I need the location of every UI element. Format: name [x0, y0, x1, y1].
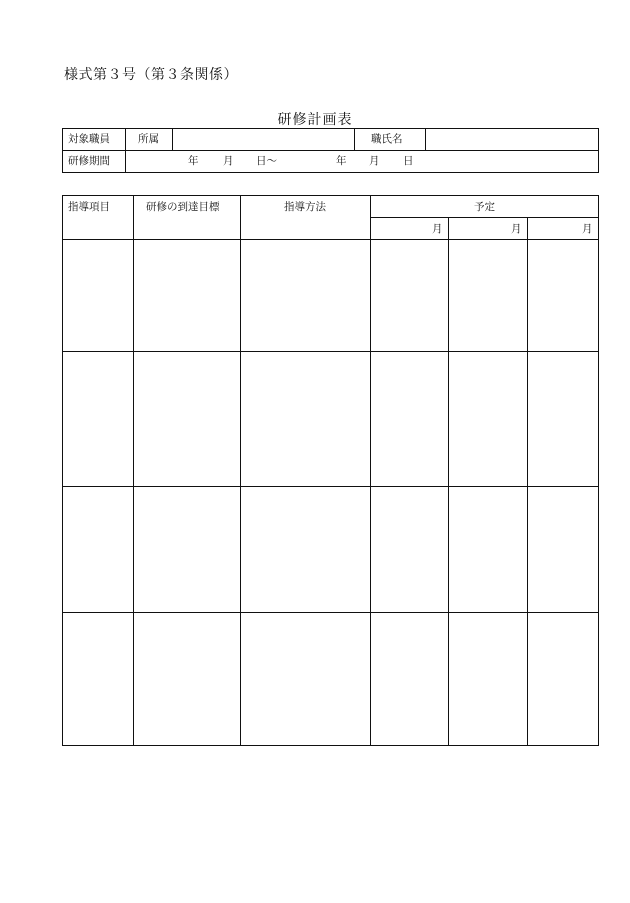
row-4-schedule-cell-2[interactable] — [449, 613, 527, 745]
period-end-month-unit: 月 — [369, 155, 380, 167]
column-header-goal: 研修の到達目標 — [146, 201, 220, 213]
row-3-item-cell[interactable] — [63, 487, 133, 612]
column-header-method: 指導方法 — [284, 201, 326, 213]
row-2-goal-cell[interactable] — [134, 352, 240, 486]
schedule-month-unit-2: 月 — [511, 223, 522, 235]
period-start-year-unit: 年 — [188, 155, 199, 167]
row-4-method-cell[interactable] — [241, 613, 370, 745]
row-1-schedule-cell-3[interactable] — [528, 240, 598, 351]
row-3-goal-cell[interactable] — [134, 487, 240, 612]
row-4-schedule-cell-3[interactable] — [528, 613, 598, 745]
row-4-schedule-cell-1[interactable] — [371, 613, 448, 745]
period-start-day-unit: 日～ — [256, 155, 277, 167]
row-2-item-cell[interactable] — [63, 352, 133, 486]
row-3-method-cell[interactable] — [241, 487, 370, 612]
row-3-schedule-cell-1[interactable] — [371, 487, 448, 612]
schedule-month-unit-3: 月 — [582, 223, 593, 235]
row-1-schedule-cell-1[interactable] — [371, 240, 448, 351]
period-end-day-unit: 日 — [403, 155, 414, 167]
affiliation-label: 所属 — [138, 133, 159, 145]
affiliation-field[interactable] — [178, 134, 348, 146]
target-staff-label: 対象職員 — [68, 133, 110, 145]
column-header-schedule: 予定 — [474, 201, 495, 213]
period-start-month-unit: 月 — [223, 155, 234, 167]
column-header-item: 指導項目 — [68, 201, 110, 213]
row-4-goal-cell[interactable] — [134, 613, 240, 745]
position-name-field[interactable] — [431, 134, 591, 146]
row-2-method-cell[interactable] — [241, 352, 370, 486]
row-2-schedule-cell-3[interactable] — [528, 352, 598, 486]
row-3-schedule-cell-2[interactable] — [449, 487, 527, 612]
period-end-year-unit: 年 — [336, 155, 347, 167]
row-1-method-cell[interactable] — [241, 240, 370, 351]
schedule-month-unit-1: 月 — [432, 223, 443, 235]
row-1-schedule-cell-2[interactable] — [449, 240, 527, 351]
row-1-goal-cell[interactable] — [134, 240, 240, 351]
row-2-schedule-cell-1[interactable] — [371, 352, 448, 486]
row-2-schedule-cell-2[interactable] — [449, 352, 527, 486]
row-1-item-cell[interactable] — [63, 240, 133, 351]
position-name-label: 職氏名 — [371, 133, 403, 145]
form-identifier: 様式第３号（第３条関係） — [64, 67, 238, 83]
document-title: 研修計画表 — [277, 112, 353, 128]
row-3-schedule-cell-3[interactable] — [528, 487, 598, 612]
row-4-item-cell[interactable] — [63, 613, 133, 745]
period-label: 研修期間 — [68, 155, 110, 167]
